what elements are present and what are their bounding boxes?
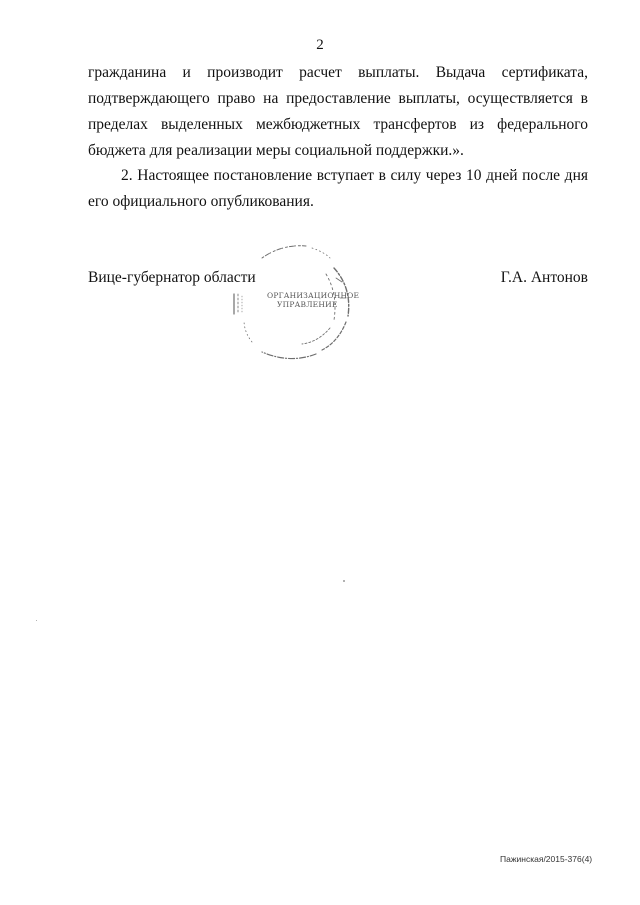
paragraph-line: бюджета для реализации меры социальной поддержки.». (88, 142, 464, 159)
paragraph-line: гражданина и производит расчет выплаты. Выдача сертификата, (88, 64, 588, 81)
paragraph-line: пределах выделенных межбюджетных трансфертов из федерального (88, 116, 588, 133)
paragraph-line: его официального опубликования. (88, 193, 314, 210)
scan-speck (36, 620, 37, 621)
paragraph-line: подтверждающего право на предоставление выплаты, осуществляется в (88, 90, 588, 107)
paragraph-effective-date (88, 163, 588, 215)
page-number: 2 (316, 37, 324, 53)
paragraph-line: 2. Настоящее постановление вступает в силу через 10 дней после дня (121, 167, 588, 184)
scan-speck (343, 580, 345, 582)
seal-text: ОРГАНИЗАЦИОННОЕ (267, 291, 360, 300)
paragraph-continuation (88, 60, 588, 164)
signer-title: Вице-губернатор области (88, 269, 256, 286)
document-footer-code: Пажинская/2015-376(4) (500, 854, 593, 864)
seal-text: УПРАВЛЕНИЕ (277, 300, 338, 309)
signer-name: Г.А. Антонов (500, 269, 588, 286)
official-seal-stamp (222, 238, 372, 368)
